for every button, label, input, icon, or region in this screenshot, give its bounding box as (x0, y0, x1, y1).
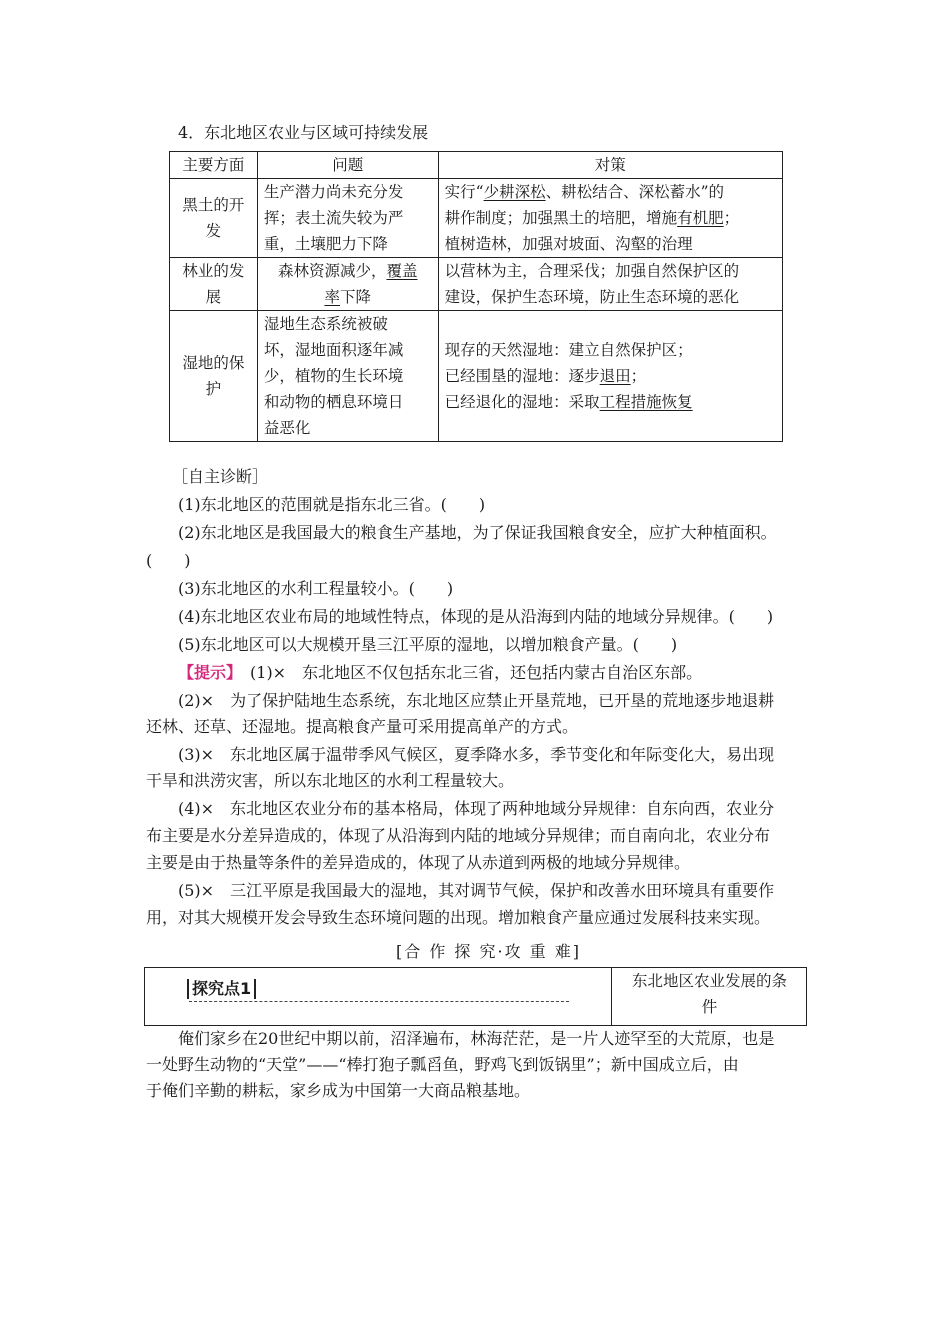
underlined-answer: 工程措施恢复 (599, 393, 693, 411)
cell-line: 护 (205, 380, 222, 398)
header-aspect: 主要方面 (170, 152, 258, 179)
dashed-divider (189, 1001, 569, 1002)
text-span: 已经退化的湿地：采取 (444, 393, 600, 411)
row-aspect-forestry (170, 258, 258, 311)
row-problem-wetland (257, 311, 438, 442)
cell-line (445, 363, 776, 389)
cell-line: 植树造林，加强对坡面、沟壑的治理 (444, 235, 693, 253)
diagnosis-item-4: (4)东北地区农业布局的地域性特点，体现的是从沿海到内陆的地域分异规律。( ) (178, 607, 774, 626)
hint-5-line-2: 用，对其大规模开发会导致生态环境问题的出现。增加粮食产量应通过发展科技来实现。 (146, 908, 771, 927)
text-span: ； (723, 209, 740, 227)
cell-line: 建设，保护生态环境，防止生态环境的恶化 (444, 288, 740, 306)
cell-line (264, 284, 432, 310)
underlined-answer: 覆盖 (386, 262, 418, 280)
text-span: 已经围垦的湿地：逐步 (444, 367, 600, 385)
diagnosis-item-5: (5)东北地区可以大规模开垦三江平原的湿地，以增加粮食产量。( ) (178, 635, 678, 654)
cell-line: 以营林为主，合理采伐；加强自然保护区的 (444, 262, 740, 280)
row-problem-black-soil (257, 179, 438, 258)
hint-4-line-2: 布主要是水分差异造成的，体现了从沿海到内陆的地域分异规律；而自南向北，农业分布 (146, 826, 771, 845)
explore-point-box (144, 967, 807, 1026)
row-aspect-black-soil (170, 179, 258, 258)
hint-3-line-1: (3)× 东北地区属于温带季风气候区，夏季降水多，季节变化和年际变化大，易出现 (178, 745, 775, 764)
cell-line: 益恶化 (263, 419, 311, 437)
cell-line: 黑土的开 (182, 196, 245, 214)
underlined-answer: 有机肥 (677, 209, 724, 227)
row-measure-wetland (438, 311, 782, 442)
table-row (170, 311, 783, 442)
row-measure-black-soil (438, 179, 782, 258)
hint-label: 【提示】 (178, 663, 235, 682)
passage-line-2: 一处野生动物的“天堂”——“棒打狍子瓢舀鱼，野鸡飞到饭锅里”；新中国成立后，由 (146, 1055, 739, 1074)
diagnosis-item-2-cont: ( ) (146, 551, 191, 570)
diagnosis-item-2: (2)东北地区是我国最大的粮食生产基地，为了保证我国粮食安全，应扩大种植面积。 (178, 523, 777, 542)
hint-2-line-1: (2)× 为了保护陆地生态系统，东北地区应禁止开垦荒地，已开垦的荒地逐步地退耕 (178, 691, 775, 710)
table-header-row (170, 152, 783, 179)
cooperation-section-title: [合 作 探 究·攻 重 难] (396, 942, 582, 961)
passage-line-1: 俺们家乡在20世纪中期以前，沼泽遍布，林海茫茫，是一片人迹罕至的大荒原，也是 (178, 1029, 775, 1048)
agri-sustainability-table (169, 151, 783, 442)
cell-line: 林业的发 (182, 262, 245, 280)
cell-line: 湿地的保 (182, 354, 245, 372)
topic-line: 东北地区农业发展的条 (631, 972, 787, 990)
text-span: 、耕松结合、深松蓄水”的 (545, 183, 725, 201)
hint-4-line-3: 主要是由于热量等条件的差异造成的，体现了从赤道到两极的地域分异规律。 (146, 853, 691, 872)
cell-line (445, 205, 776, 231)
passage-line-3: 于俺们辛勤的耕耘，家乡成为中国第一大商品粮基地。 (146, 1081, 531, 1100)
underlined-answer: 退田 (599, 367, 631, 385)
text-span: 实行“ (444, 183, 484, 201)
cell-line: 坏，湿地面积逐年减 (263, 341, 404, 359)
explore-topic (611, 968, 807, 1025)
cell-line: 发 (205, 222, 222, 240)
row-measure-forestry (438, 258, 782, 311)
section-heading: 4．东北地区农业与区域可持续发展 (178, 123, 429, 142)
diagnosis-item-3: (3)东北地区的水利工程量较小。( ) (178, 579, 454, 598)
cell-line: 生产潜力尚未充分发 (263, 183, 404, 201)
hint-5-line-1: (5)× 三江平原是我国最大的湿地，其对调节气候，保护和改善水田环境具有重要作 (178, 881, 775, 900)
cell-line (264, 258, 432, 284)
hint-2-line-2: 还林、还草、还湿地。提高粮食产量可采用提高单产的方式。 (146, 717, 579, 736)
cell-line: 少，植物的生长环境 (263, 367, 404, 385)
explore-point-label: 探究点1 (187, 979, 256, 999)
table-row (170, 258, 783, 311)
row-problem-forestry (257, 258, 438, 311)
text-span: 耕作制度；加强黑土的培肥，增施 (444, 209, 678, 227)
underlined-answer: 率 (324, 288, 340, 306)
underlined-answer: 少耕深松 (483, 183, 546, 201)
topic-line: 件 (701, 998, 718, 1016)
hint-text: (1)× 东北地区不仅包括东北三省，还包括内蒙古自治区东部。 (234, 663, 703, 682)
cell-line: 展 (205, 288, 222, 306)
cell-line: 现存的天然湿地：建立自然保护区； (444, 341, 693, 359)
cell-line: 和动物的栖息环境日 (263, 393, 404, 411)
cell-line: 湿地生态系统被破 (263, 315, 388, 333)
hint-4-line-1: (4)× 东北地区农业分布的基本格局，体现了两种地域分异规律：自东向西，农业分 (178, 799, 775, 818)
cell-line (445, 179, 776, 205)
cell-line: 挥；表土流失较为严 (263, 209, 404, 227)
hint-1 (178, 662, 702, 684)
header-problem: 问题 (257, 152, 438, 179)
text-span: 下降 (339, 288, 371, 306)
header-measure: 对策 (438, 152, 782, 179)
hint-3-line-2: 干旱和洪涝灾害，所以东北地区的水利工程量较大。 (146, 771, 515, 790)
table-row (170, 179, 783, 258)
row-aspect-wetland (170, 311, 258, 442)
diagnosis-label: ［自主诊断］ (172, 467, 269, 486)
text-span: ； (630, 367, 647, 385)
text-span: 森林资源减少， (277, 262, 387, 280)
cell-line (445, 389, 776, 415)
cell-line: 重，土壤肥力下降 (263, 235, 388, 253)
diagnosis-item-1: (1)东北地区的范围就是指东北三省。( ) (178, 495, 486, 514)
